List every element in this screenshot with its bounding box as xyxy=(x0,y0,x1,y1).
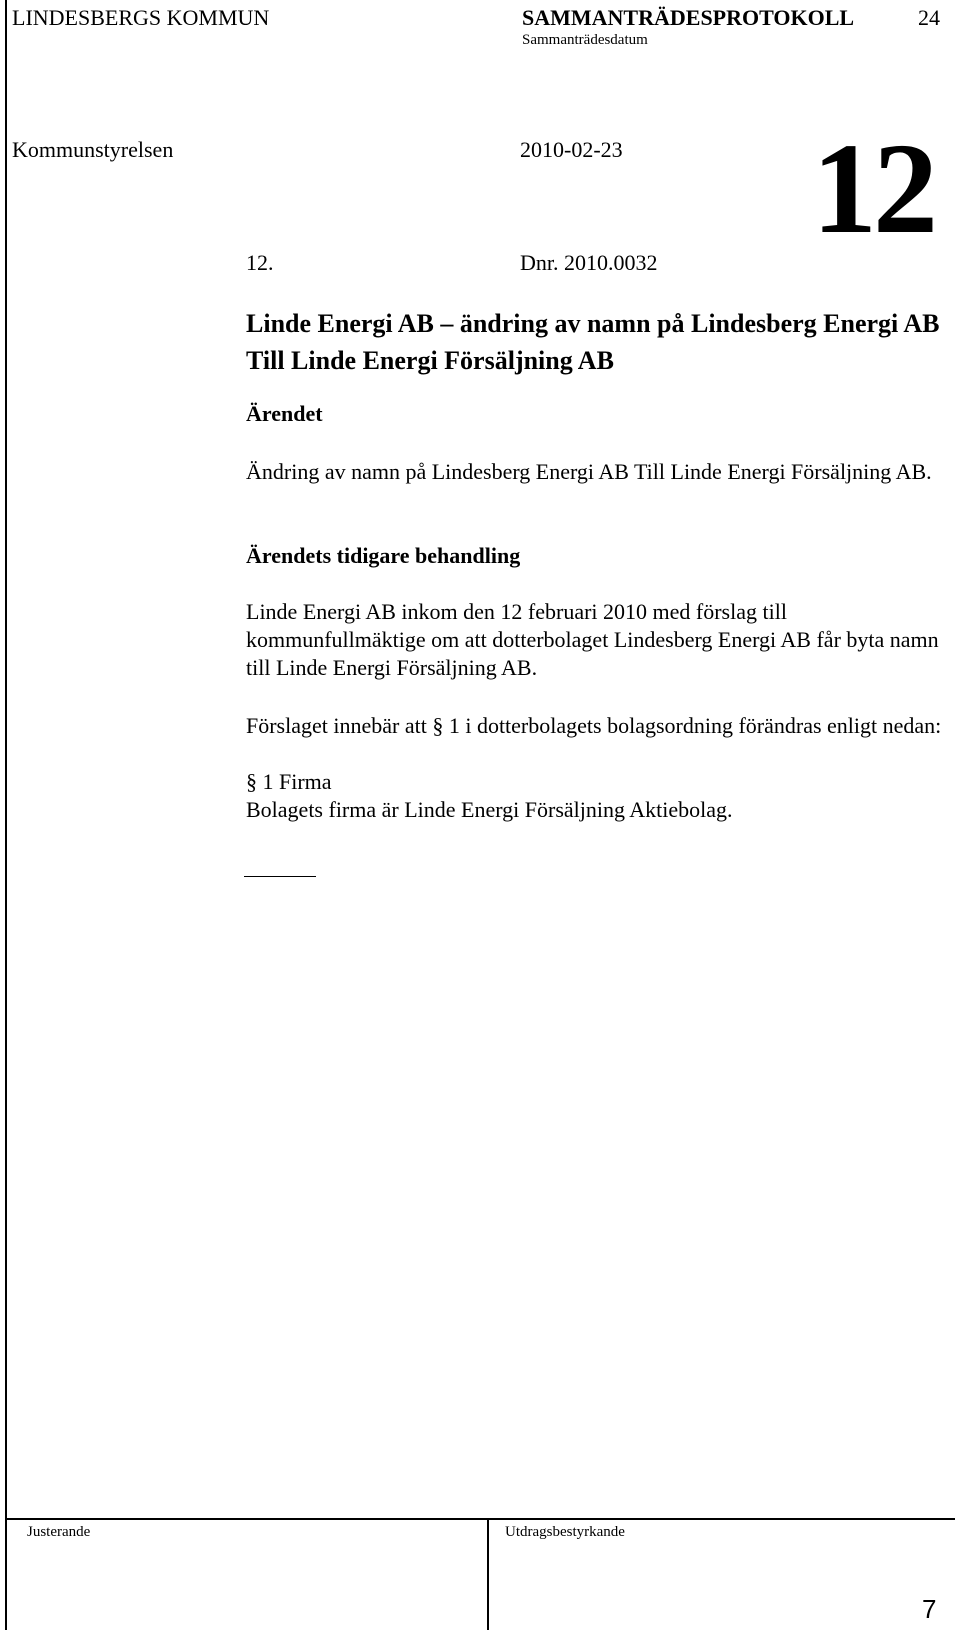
arendet-text: Ändring av namn på Lindesberg Energi AB Till Linde Energi Försäljning AB. xyxy=(246,459,932,484)
forslaget-paragraph-title: § 1 Firma xyxy=(246,769,332,794)
section-heading-arendet: Ärendet xyxy=(246,401,323,426)
footer-utdragsbestyrkande-label: Utdragsbestyrkande xyxy=(505,1524,625,1540)
footer-justerande-label: Justerande xyxy=(27,1524,91,1540)
item-number: 12. xyxy=(246,250,274,275)
left-margin-rule xyxy=(5,0,7,1630)
paragraph-number-large: 12 xyxy=(812,117,934,261)
item-title: Linde Energi AB – ändring av namn på Lindesberg Energi AB Till Linde Energi Försäljning AB xyxy=(246,309,940,375)
diary-number: Dnr. 2010.0032 xyxy=(520,250,658,275)
forslaget-firma-text: Bolagets firma är Linde Energi Försäljning Aktiebolag. xyxy=(246,797,733,822)
municipality-name: LINDESBERGS KOMMUN xyxy=(12,5,270,30)
footer-rule xyxy=(5,1518,955,1520)
footnote-rule xyxy=(244,876,316,877)
meeting-date: 2010-02-23 xyxy=(520,137,623,162)
date-label: Sammanträdesdatum xyxy=(522,32,648,48)
tidigare-text: Linde Energi AB inkom den 12 februari 2010 med förslag till kommunfullmäktige om att dotterbolaget Lindesberg Energi AB får byta namn till Linde Energi Försäljning AB. xyxy=(246,599,939,680)
footer-divider xyxy=(487,1518,489,1630)
document-type: SAMMANTRÄDESPROTOKOLL xyxy=(522,5,855,30)
page-number: 7 xyxy=(922,1594,937,1624)
document-page: 24 xyxy=(918,5,940,30)
section-heading-tidigare: Ärendets tidigare behandling xyxy=(246,543,521,568)
forslaget-text: Förslaget innebär att § 1 i dotterbolagets bolagsordning förändras enligt nedan: xyxy=(246,713,942,738)
committee-name: Kommunstyrelsen xyxy=(12,137,174,162)
